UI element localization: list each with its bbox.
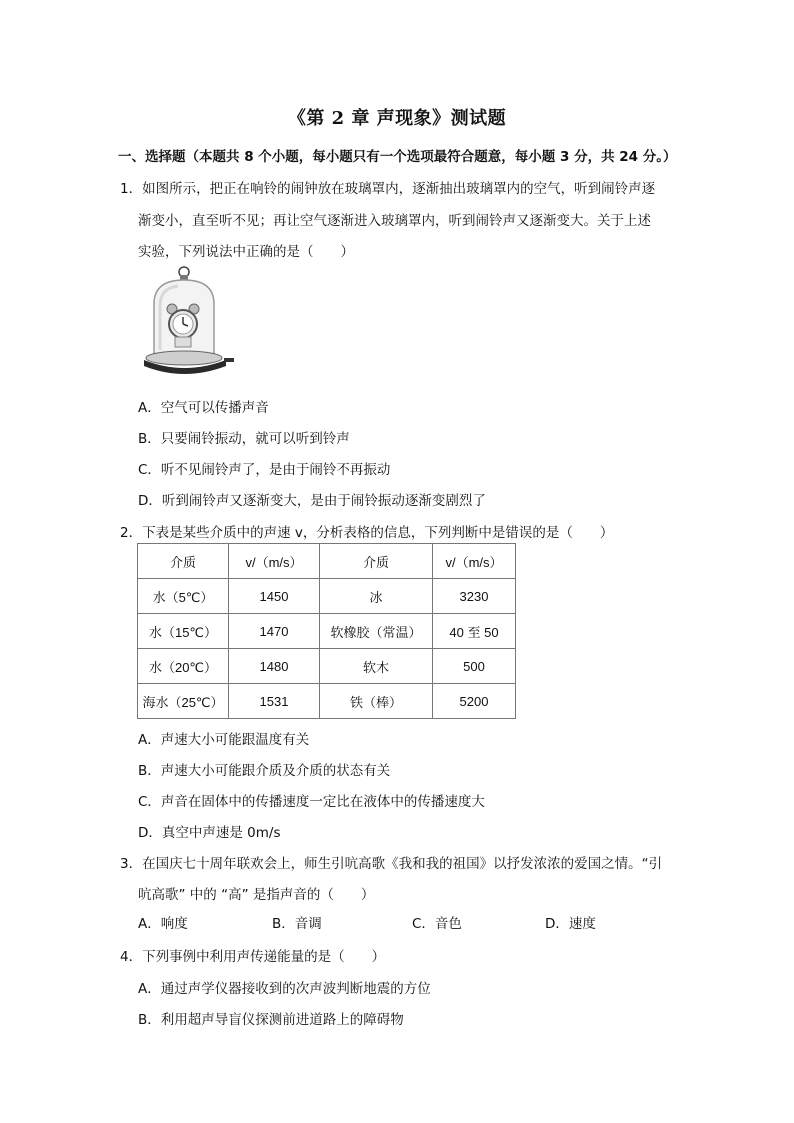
section-heading: 一、选择题（本题共 8 个小题，每小题只有一个选项最符合题意，每小题 3 分，共 24 分。） [118,149,677,165]
table-cell: 1531 [229,684,320,719]
q1-option-a: A．空气可以传播声音 [138,400,269,416]
q3-option-a: A．响度 [138,916,188,932]
q1-option-c: C．听不见闹铃声了，是由于闹铃不再振动 [138,462,391,478]
table-cell: 3230 [433,579,516,614]
q3-option-b: B．音调 [272,916,322,932]
q1-stem-line-1: 1．如图所示，把正在响铃的闹钟放在玻璃罩内，逐渐抽出玻璃罩内的空气，听到闹铃声逐 [120,181,656,197]
table-cell: 铁（棒） [320,684,433,719]
q1-option-d: D．听到闹铃声又逐渐变大，是由于闹铃振动逐渐变剧烈了 [138,493,486,509]
q4-option-a: A．通过声学仪器接收到的次声波判断地震的方位 [138,981,431,997]
table-cell: 500 [433,649,516,684]
table-cell: 40 至 50 [433,614,516,649]
table-cell: 1470 [229,614,320,649]
table-cell: 水（5℃） [138,579,229,614]
table-cell: 软木 [320,649,433,684]
q3-option-c: C．音色 [412,916,462,932]
q4-stem: 4．下列事例中利用声传递能量的是（ ） [120,949,386,965]
q4-option-b: B．利用超声导盲仪探测前进道路上的障碍物 [138,1012,404,1028]
table-row [138,579,516,614]
table-header-cell: 介质 [320,544,433,579]
q2-option-d: D．真空中声速是 0m/s [138,825,281,841]
q2-option-b: B．声速大小可能跟介质及介质的状态有关 [138,763,391,779]
table-cell: 5200 [433,684,516,719]
table-cell: 1450 [229,579,320,614]
q3-option-d: D．速度 [545,916,596,932]
table-header-cell: v/（m/s） [229,544,320,579]
q2-option-c: C．声音在固体中的传播速度一定比在液体中的传播速度大 [138,794,485,810]
q3-stem-line-2: 吭高歌” 中的 “高” 是指声音的（ ） [138,887,375,903]
bell-jar-illustration [138,264,238,380]
table-row [138,684,516,719]
sound-speed-table [137,543,516,719]
table-cell: 海水（25℃） [138,684,229,719]
table-cell: 冰 [320,579,433,614]
table-header-cell: 介质 [138,544,229,579]
table-header-row [138,544,516,579]
page-title: 《第 2 章 声现象》测试题 [287,108,507,129]
table-cell: 软橡胶（常温） [320,614,433,649]
table-cell: 1480 [229,649,320,684]
table-row [138,614,516,649]
table-cell: 水（15℃） [138,614,229,649]
table-row [138,649,516,684]
q3-stem-line-1: 3．在国庆七十周年联欢会上，师生引吭高歌《我和我的祖国》以抒发浓浓的爱国之情。“引 [120,856,663,872]
q1-stem-line-3: 实验，下列说法中正确的是（ ） [138,244,354,260]
q1-stem-line-2: 渐变小，直至听不见；再让空气逐渐进入玻璃罩内，听到闹铃声又逐渐变大。关于上述 [138,213,651,229]
table-cell: 水（20℃） [138,649,229,684]
table-header-cell: v/（m/s） [433,544,516,579]
q2-option-a: A．声速大小可能跟温度有关 [138,732,310,748]
q1-option-b: B．只要闹铃振动，就可以听到铃声 [138,431,350,447]
q2-stem: 2．下表是某些介质中的声速 v，分析表格的信息，下列判断中是错误的是（ ） [120,525,614,541]
